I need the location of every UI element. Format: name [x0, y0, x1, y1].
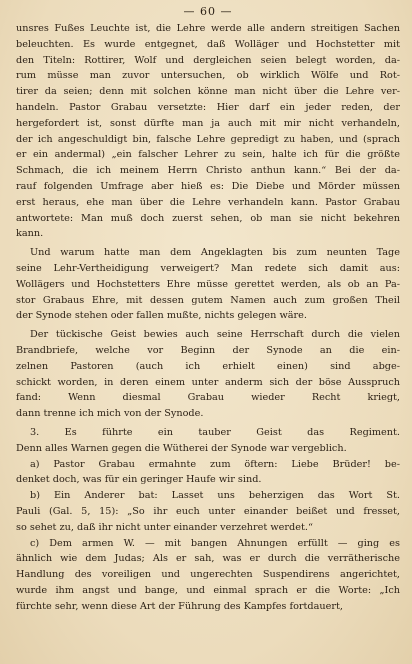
text-line: Denn alles Warnen gegen die Wütherei der Synode war vergeblich.: [16, 442, 347, 454]
text-line: Der tückische Geist bewies auch seine Herrschaft durch die vielen: [30, 329, 400, 341]
text-line: stor Grabaus Ehre, mit dessen gutem Namen auch zum großen Theil: [16, 294, 400, 306]
text-line: tirer da seien; denn mit solchen könne man nicht über die Lehre ver-: [16, 86, 400, 98]
text-line: Und warum hatte man dem Angeklagten bis zum neunten Tage: [30, 247, 400, 259]
paragraph: [16, 425, 400, 457]
text-line: rauf folgenden Umfrage aber hieß es: Die Diebe und Mörder müssen: [16, 180, 400, 192]
text-line: ähnlich wie dem Judas; Als er sah, was er durch die verrätherische: [16, 553, 400, 565]
text-line: beleuchten. Es wurde entgegnet, daß Wolläger und Hochstetter mit: [16, 38, 400, 50]
text-line: der ich angeschuldigt bin, falsche Lehre gepredigt zu haben, und (sprach: [16, 133, 400, 145]
text-line: handeln. Pastor Grabau versetzte: Hier darf ein jeder reden, der: [16, 101, 400, 113]
text-line: Brandbriefe, welche vor Beginn der Synode an die ein-: [16, 344, 400, 356]
text-line: erst heraus, ehe man über die Lehre verhandeln kann. Pastor Grabau: [16, 196, 400, 208]
text-line: Handlung des voreiligen und ungerechten Suspendirens angerichtet,: [16, 569, 400, 581]
text-line: a) Pastor Grabau ermahnte zum öftern: Liebe Brüder! be-: [30, 458, 400, 470]
text-line: denket doch, was für ein geringer Haufe wir sind.: [16, 474, 262, 486]
paragraph: [16, 457, 400, 489]
text-line: 3. Es führte ein tauber Geist das Regiment.: [30, 426, 400, 438]
text-line: unsres Fußes Leuchte ist, die Lehre werde alle andern streitigen Sachen: [16, 23, 400, 34]
text-body: [16, 21, 400, 614]
text-line: er ein andermal) „ein falscher Lehrer zu sein, halte ich für die größte: [16, 149, 400, 161]
text-line: b) Ein Anderer bat: Lasset uns beherzigen das Wort St.: [30, 490, 400, 502]
text-line: dann trenne ich mich von der Synode.: [16, 408, 204, 420]
text-line: c) Dem armen W. — mit bangen Ahnungen erfüllt — ging es: [30, 537, 400, 549]
text-line: fürchte sehr, wenn diese Art der Führung des Kampfes fortdauert,: [16, 600, 343, 612]
page-number: — 60 —: [183, 5, 233, 18]
text-line: Wollägers und Hochstetters Ehre müsse gerettet werden, als ob an Pa-: [16, 278, 400, 290]
paragraph: [16, 536, 400, 615]
text-line: der Synode stehen oder fallen mußte, nichts gelegen wäre.: [16, 310, 307, 322]
text-line: zelnen Pastoren (auch ich erhielt einen) sind abge-: [16, 360, 400, 372]
text-line: Pauli (Gal. 5, 15): „So ihr euch unter einander beißet und fresset,: [16, 505, 400, 517]
text-line: kann.: [16, 228, 44, 240]
text-line: wurde ihm angst und bange, und einmal sprach er die Worte: „Ich: [16, 584, 400, 596]
text-line: schickt worden, in deren einem unter anderm sich der böse Ausspruch: [16, 376, 400, 388]
paragraph: [16, 245, 400, 324]
text-line: rum müsse man zuvor untersuchen, ob wirklich Wölfe und Rot-: [16, 70, 400, 82]
text-line: hergefordert ist, sonst dürfte man ja auch mit mir nicht verhandeln,: [16, 117, 400, 129]
paragraph: [16, 21, 400, 242]
text-line: so sehet zu, daß ihr nicht unter einander verzehret werdet.“: [16, 521, 313, 533]
text-line: fand: Wenn diesmal Grabau wieder Recht kriegt,: [16, 392, 400, 404]
text-line: Schmach, die ich meinem Herrn Christo anthun kann.“ Bei der da-: [16, 165, 400, 177]
text-line: antwortete: Man muß doch zuerst sehen, ob man sie nicht bekehren: [16, 212, 400, 224]
text-line: seine Lehr-Vertheidigung verweigert? Man redete sich damit aus:: [16, 262, 400, 274]
paragraph: [16, 327, 400, 422]
text-line: den Titeln: Rottirer, Wolf und dergleichen seien belegt worden, da-: [16, 54, 400, 66]
paragraph: [16, 488, 400, 535]
